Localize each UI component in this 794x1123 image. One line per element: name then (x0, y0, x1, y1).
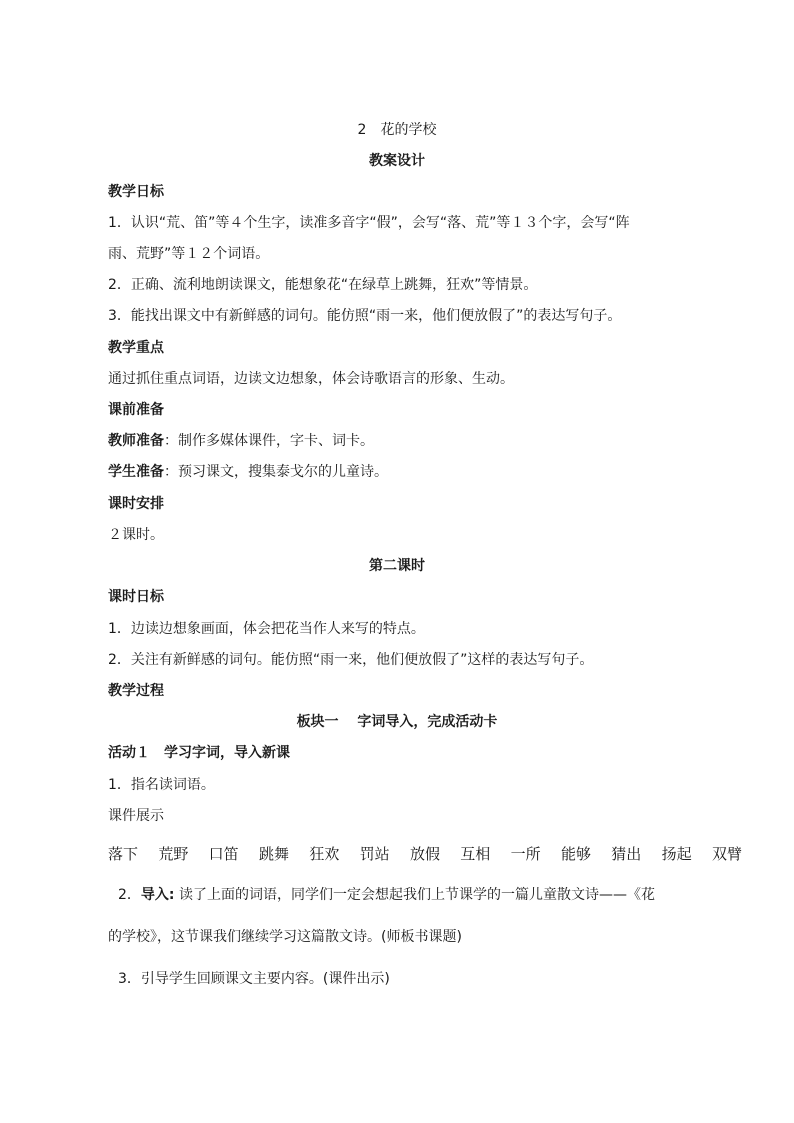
vocab-word: 能够 (560, 845, 591, 863)
block1-heading: 板块一 字词导入，完成活动卡 (296, 714, 498, 730)
step2-number: 2． (118, 887, 141, 903)
vocab-word: 荒野 (158, 845, 189, 863)
prep-heading: 课前准备 (108, 402, 164, 418)
vocab-word: 狂欢 (309, 845, 340, 863)
lesson-objective-line: 2．关注有新鲜感的词句。能仿照“雨一来，他们便放假了”这样的表达写句子。 (108, 652, 594, 668)
objective-line: 2．正确、流利地朗读课文，能想象花“在绿草上跳舞，狂欢”等情景。 (108, 277, 538, 293)
objectives-heading: 教学日标 (108, 184, 164, 200)
vocab-word: 口笛 (208, 845, 239, 863)
vocab-word: 互相 (460, 845, 491, 863)
schedule-text: ２课时。 (108, 527, 164, 543)
schedule-heading: 课时安排 (108, 496, 164, 512)
vocab-word: 落下 (108, 845, 139, 863)
step1-text: 1．指名读词语。 (108, 777, 215, 793)
activity1-heading (108, 743, 734, 763)
document-subtitle: 教案设计 (369, 153, 425, 169)
key-points-text: 通过抓住重点词语，边读文边想象，体会诗歌语言的形象、生动。 (108, 371, 514, 387)
objective-line: 1．认识“荒、笛”等４个生字，读准多音字“假”，会写“落、荒”等１３个字，会写“阵 (108, 215, 630, 231)
student-prep-label: 学生准备 (108, 464, 164, 480)
objective-line: 雨、荒野”等１２个词语。 (108, 246, 270, 262)
activity1-text: 活动１ 学习字词，导入新课 (108, 745, 290, 761)
courseware-label: 课件展示 (108, 808, 164, 824)
step2-line1 (118, 885, 734, 905)
teacher-prep-label: 教师准备 (108, 433, 164, 449)
step2-text: 读了上面的词语，同学们一定会想起我们上节课学的一篇儿童散文诗——《花 (174, 887, 655, 903)
vocab-word: 放假 (409, 845, 440, 863)
teacher-prep (108, 431, 734, 451)
teacher-prep-text: ：制作多媒体课件，字卡、词卡。 (164, 433, 374, 449)
vocab-word: 罚站 (359, 845, 390, 863)
vocab-word: 跳舞 (258, 845, 289, 863)
process-heading: 教学过程 (108, 683, 164, 699)
step2-label: 导入: (140, 887, 175, 903)
lesson-objectives-heading: 课时日标 (108, 589, 164, 605)
vocab-word: 扬起 (661, 845, 692, 863)
lesson2-heading: 第二课时 (369, 558, 425, 574)
step3-text: 3．引导学生回顾课文主要内容。(课件出示) (118, 971, 390, 987)
vocab-word: 双臂 (711, 845, 742, 863)
lesson-title: 2 花的学校 (357, 122, 437, 138)
vocab-word: 猜出 (611, 845, 642, 863)
step2-line2: 的学校》，这节课我们继续学习这篇散文诗。(师板书课题) (108, 929, 462, 945)
student-prep (108, 462, 734, 482)
lesson-objective-line: 1．边读边想象画面，体会把花当作人来写的特点。 (108, 621, 425, 637)
student-prep-text: ：预习课文，搜集泰戈尔的儿童诗。 (164, 464, 388, 480)
vocabulary-list (108, 843, 742, 865)
vocab-word: 一所 (510, 845, 541, 863)
key-points-heading: 教学重点 (108, 340, 164, 356)
objective-line: 3．能找出课文中有新鲜感的词句。能仿照“雨一来，他们便放假了”的表达写句子。 (108, 308, 622, 324)
